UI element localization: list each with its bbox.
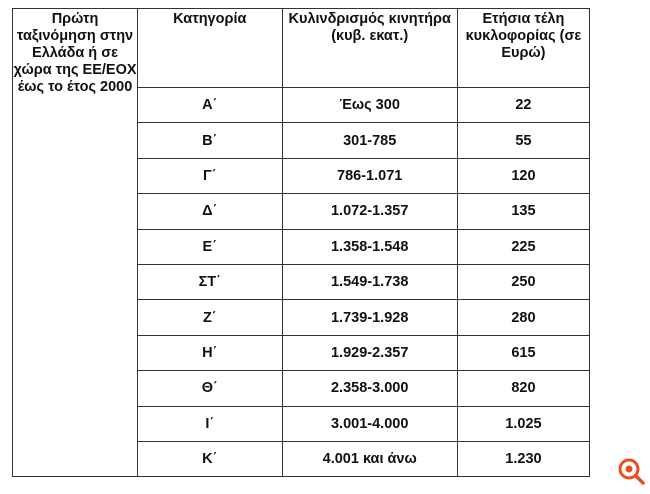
fee-cell: 615	[457, 335, 589, 370]
displacement-cell: 1.929-2.357	[282, 335, 457, 370]
category-cell: Ζ΄	[138, 300, 283, 335]
fee-cell: 120	[457, 158, 589, 193]
category-cell: Δ΄	[138, 194, 283, 229]
fee-cell: 55	[457, 123, 589, 158]
displacement-cell: Έως 300	[282, 88, 457, 123]
fee-cell: 225	[457, 229, 589, 264]
fee-cell: 22	[457, 88, 589, 123]
engine-displacement-header	[282, 9, 457, 88]
category-cell: Ε΄	[138, 229, 283, 264]
fee-cell: 280	[457, 300, 589, 335]
displacement-cell: 1.549-1.738	[282, 264, 457, 299]
displacement-cell: 301-785	[282, 123, 457, 158]
fee-cell: 135	[457, 194, 589, 229]
category-header	[138, 9, 283, 88]
displacement-cell: 4.001 και άνω	[282, 441, 457, 476]
displacement-cell: 1.072-1.357	[282, 194, 457, 229]
fee-cell: 1.025	[457, 406, 589, 441]
road-tax-table	[12, 8, 590, 477]
category-cell: Α΄	[138, 88, 283, 123]
fee-cell: 250	[457, 264, 589, 299]
engine-displacement-header-label: Κυλινδρισμός κινητήρα (κυβ. εκατ.)	[288, 11, 451, 44]
annual-fee-header-label: Ετήσια τέλη κυκλοφορίας (σε Ευρώ)	[465, 11, 582, 61]
category-header-label: Κατηγορία	[173, 11, 247, 27]
category-cell: Η΄	[138, 335, 283, 370]
fee-cell: 1.230	[457, 441, 589, 476]
category-cell: Θ΄	[138, 371, 283, 406]
displacement-cell: 2.358-3.000	[282, 371, 457, 406]
first-registration-header	[13, 9, 138, 477]
category-cell: Β΄	[138, 123, 283, 158]
category-cell: Κ΄	[138, 441, 283, 476]
displacement-cell: 1.358-1.548	[282, 229, 457, 264]
fee-cell: 820	[457, 371, 589, 406]
category-cell: Ι΄	[138, 406, 283, 441]
displacement-cell: 1.739-1.928	[282, 300, 457, 335]
displacement-cell: 3.001-4.000	[282, 406, 457, 441]
displacement-cell: 786-1.071	[282, 158, 457, 193]
category-cell: ΣΤ΄	[138, 264, 283, 299]
first-registration-label: Πρώτη ταξινόμηση στην Ελλάδα ή σε χώρα της ΕΕ/ΕΟΧ έως το έτος 2000	[13, 11, 137, 95]
watermark-logo-icon	[616, 456, 646, 486]
annual-fee-header	[457, 9, 589, 88]
table-header-row	[13, 9, 590, 88]
category-cell: Γ΄	[138, 158, 283, 193]
